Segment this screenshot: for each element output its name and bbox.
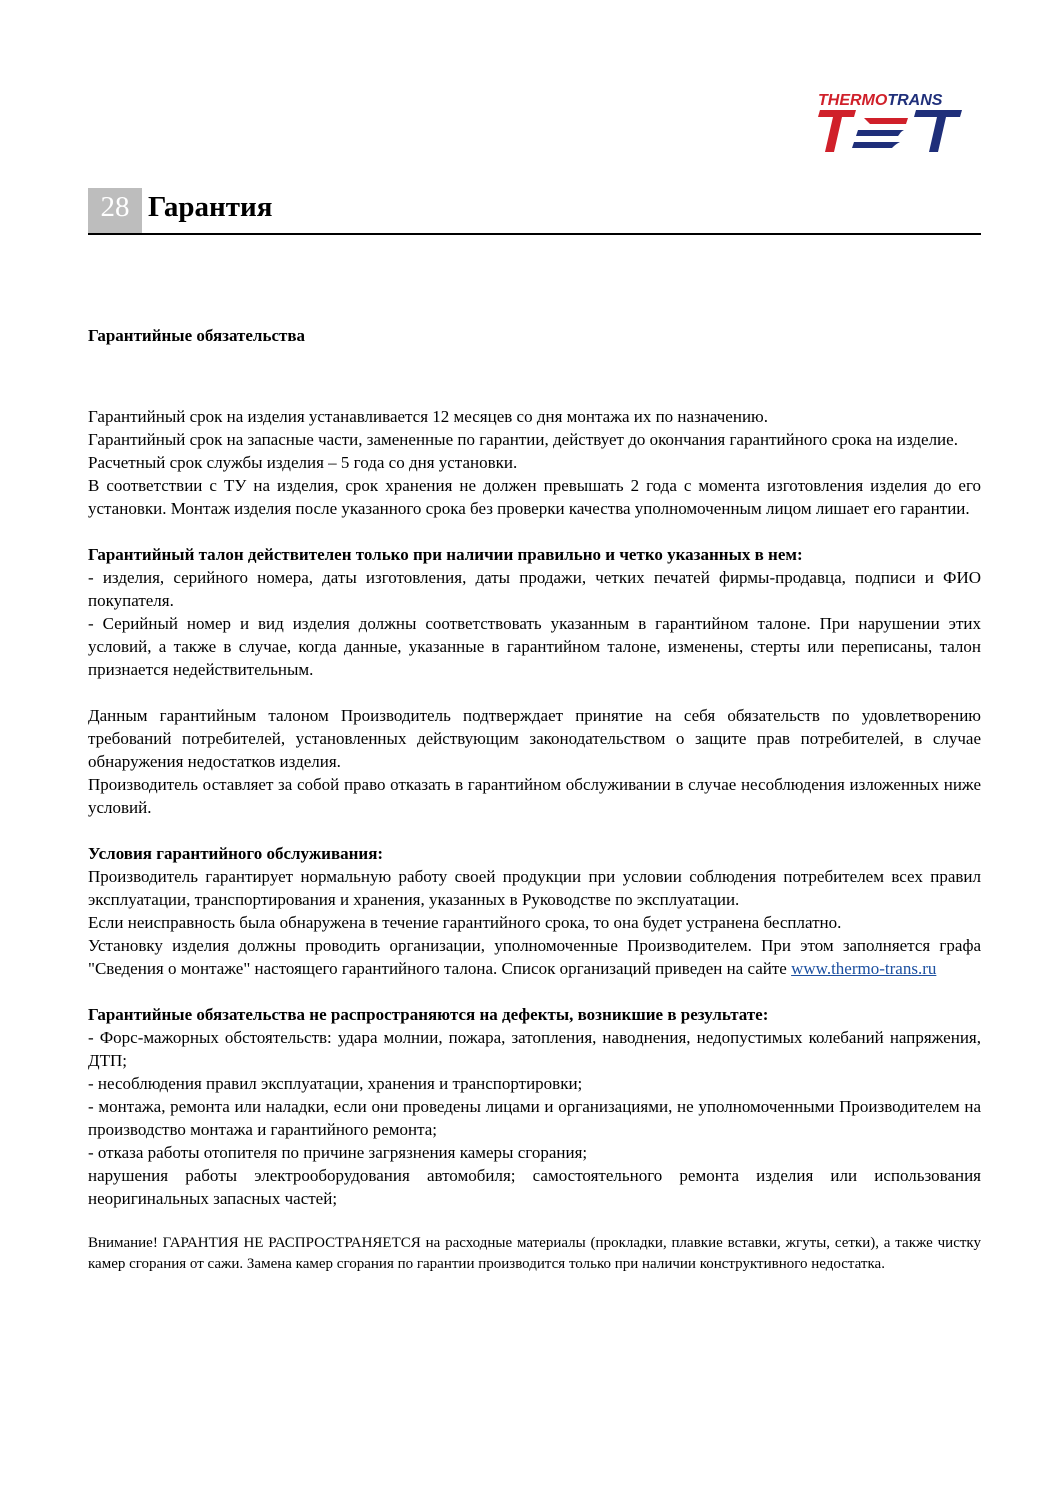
list-item: - несоблюдения правил эксплуатации, хранения и транспортировки; [88,1074,583,1093]
warranty-notice: Внимание! ГАРАНТИЯ НЕ РАСПРОСТРАНЯЕТСЯ на расходные материалы (прокладки, плавкие вставки, жгуты, сетки), а также чистку камер сгорания от сажи. Замена камер сгорания по гарантии производится только при наличии конструктивного недостатка. [88,1235,981,1272]
section-title: Гарантийные обязательства [88,326,306,345]
chapter-title: Гарантия [148,191,273,223]
logo-tet-mark-icon [812,108,972,154]
conditions-heading: Условия гарантийного обслуживания: [88,844,384,863]
list-item: - отказа работы отопителя по причине загрязнения камеры сгорания; [88,1143,588,1162]
exclusions-heading: Гарантийные обязательства не распространяются на дефекты, возникшие в результате: [88,1005,769,1024]
chapter-number: 28 [88,188,142,234]
list-item: - изделия, серийного номера, даты изготовления, даты продажи, четких печатей фирмы-продавца, подписи и ФИО покупателя. [88,568,981,610]
spacer [88,347,981,393]
spacer [88,819,981,842]
chapter-header [88,188,981,234]
company-logo [812,92,982,156]
list-item: нарушения работы электрооборудования автомобиля; самостоятельного ремонта изделия или использования неоригинальных запасных частей; [88,1166,981,1208]
document-body [88,324,981,1274]
paragraph: Расчетный срок службы изделия – 5 года со дня установки. [88,453,518,472]
spacer [88,980,981,1003]
spacer [88,681,981,704]
spacer [88,520,981,543]
paragraph: В соответствии с ТУ на изделия, срок хранения не должен превышать 2 года с момента изготовления изделия до его установки. Монтаж изделия после указанного срока без проверки качества уполномоченным лицом лишает его гарантии. [88,476,981,518]
list-item: - монтажа, ремонта или наладки, если они проведены лицами и организациями, не уполномоченными Производителем на производство монтажа и гарантийного ремонта; [88,1097,981,1139]
paragraph: Производитель оставляет за собой право отказать в гарантийном обслуживании в случае несоблюдения изложенных ниже условий. [88,775,981,817]
website-link[interactable]: www.thermo-trans.ru [791,959,937,978]
paragraph: Производитель гарантирует нормальную работу своей продукции при условии соблюдения потребителем всех правил эксплуатации, транспортирования и хранения, указанных в Руководстве по эксплуатации. [88,867,981,909]
paragraph: Гарантийный срок на запасные части, замененные по гарантии, действует до окончания гарантийного срока на изделие. [88,430,958,449]
logo-wordmark: THERMOTRANS [818,92,943,109]
spacer [88,1210,981,1233]
list-item: - Форс-мажорных обстоятельств: удара молнии, пожара, затопления, наводнения, недопустимых колебаний напряжения, ДТП; [88,1028,981,1070]
spacer [88,393,981,405]
paragraph: Данным гарантийным талоном Производитель подтверждает принятие на себя обязательств по удовлетворению требований потребителей, установленных действующим законодательством о защите прав потребителей, в случае обнаружения недостатков изделия. [88,706,981,771]
paragraph [88,934,981,980]
paragraph: Гарантийный срок на изделия устанавливается 12 месяцев со дня монтажа их по назначению. [88,407,768,426]
conditions-text: Установку изделия должны проводить организации, уполномоченные Производителем. При этом заполняется графа "Сведения о монтаже" настоящего гарантийного талона. Список организаций приведен на сайте [88,936,981,978]
list-item: - Серийный номер и вид изделия должны соответствовать указанным в гарантийном талоне. При нарушении этих условий, а также в случае, когда данные, указанные в гарантийном талоне, изменены, стерты или переписаны, талон признается недействительным. [88,614,981,679]
header-divider [88,233,981,235]
talon-heading: Гарантийный талон действителен только при наличии правильно и четко указанных в нем: [88,545,803,564]
paragraph: Если неисправность была обнаружена в течение гарантийного срока, то она будет устранена бесплатно. [88,913,842,932]
